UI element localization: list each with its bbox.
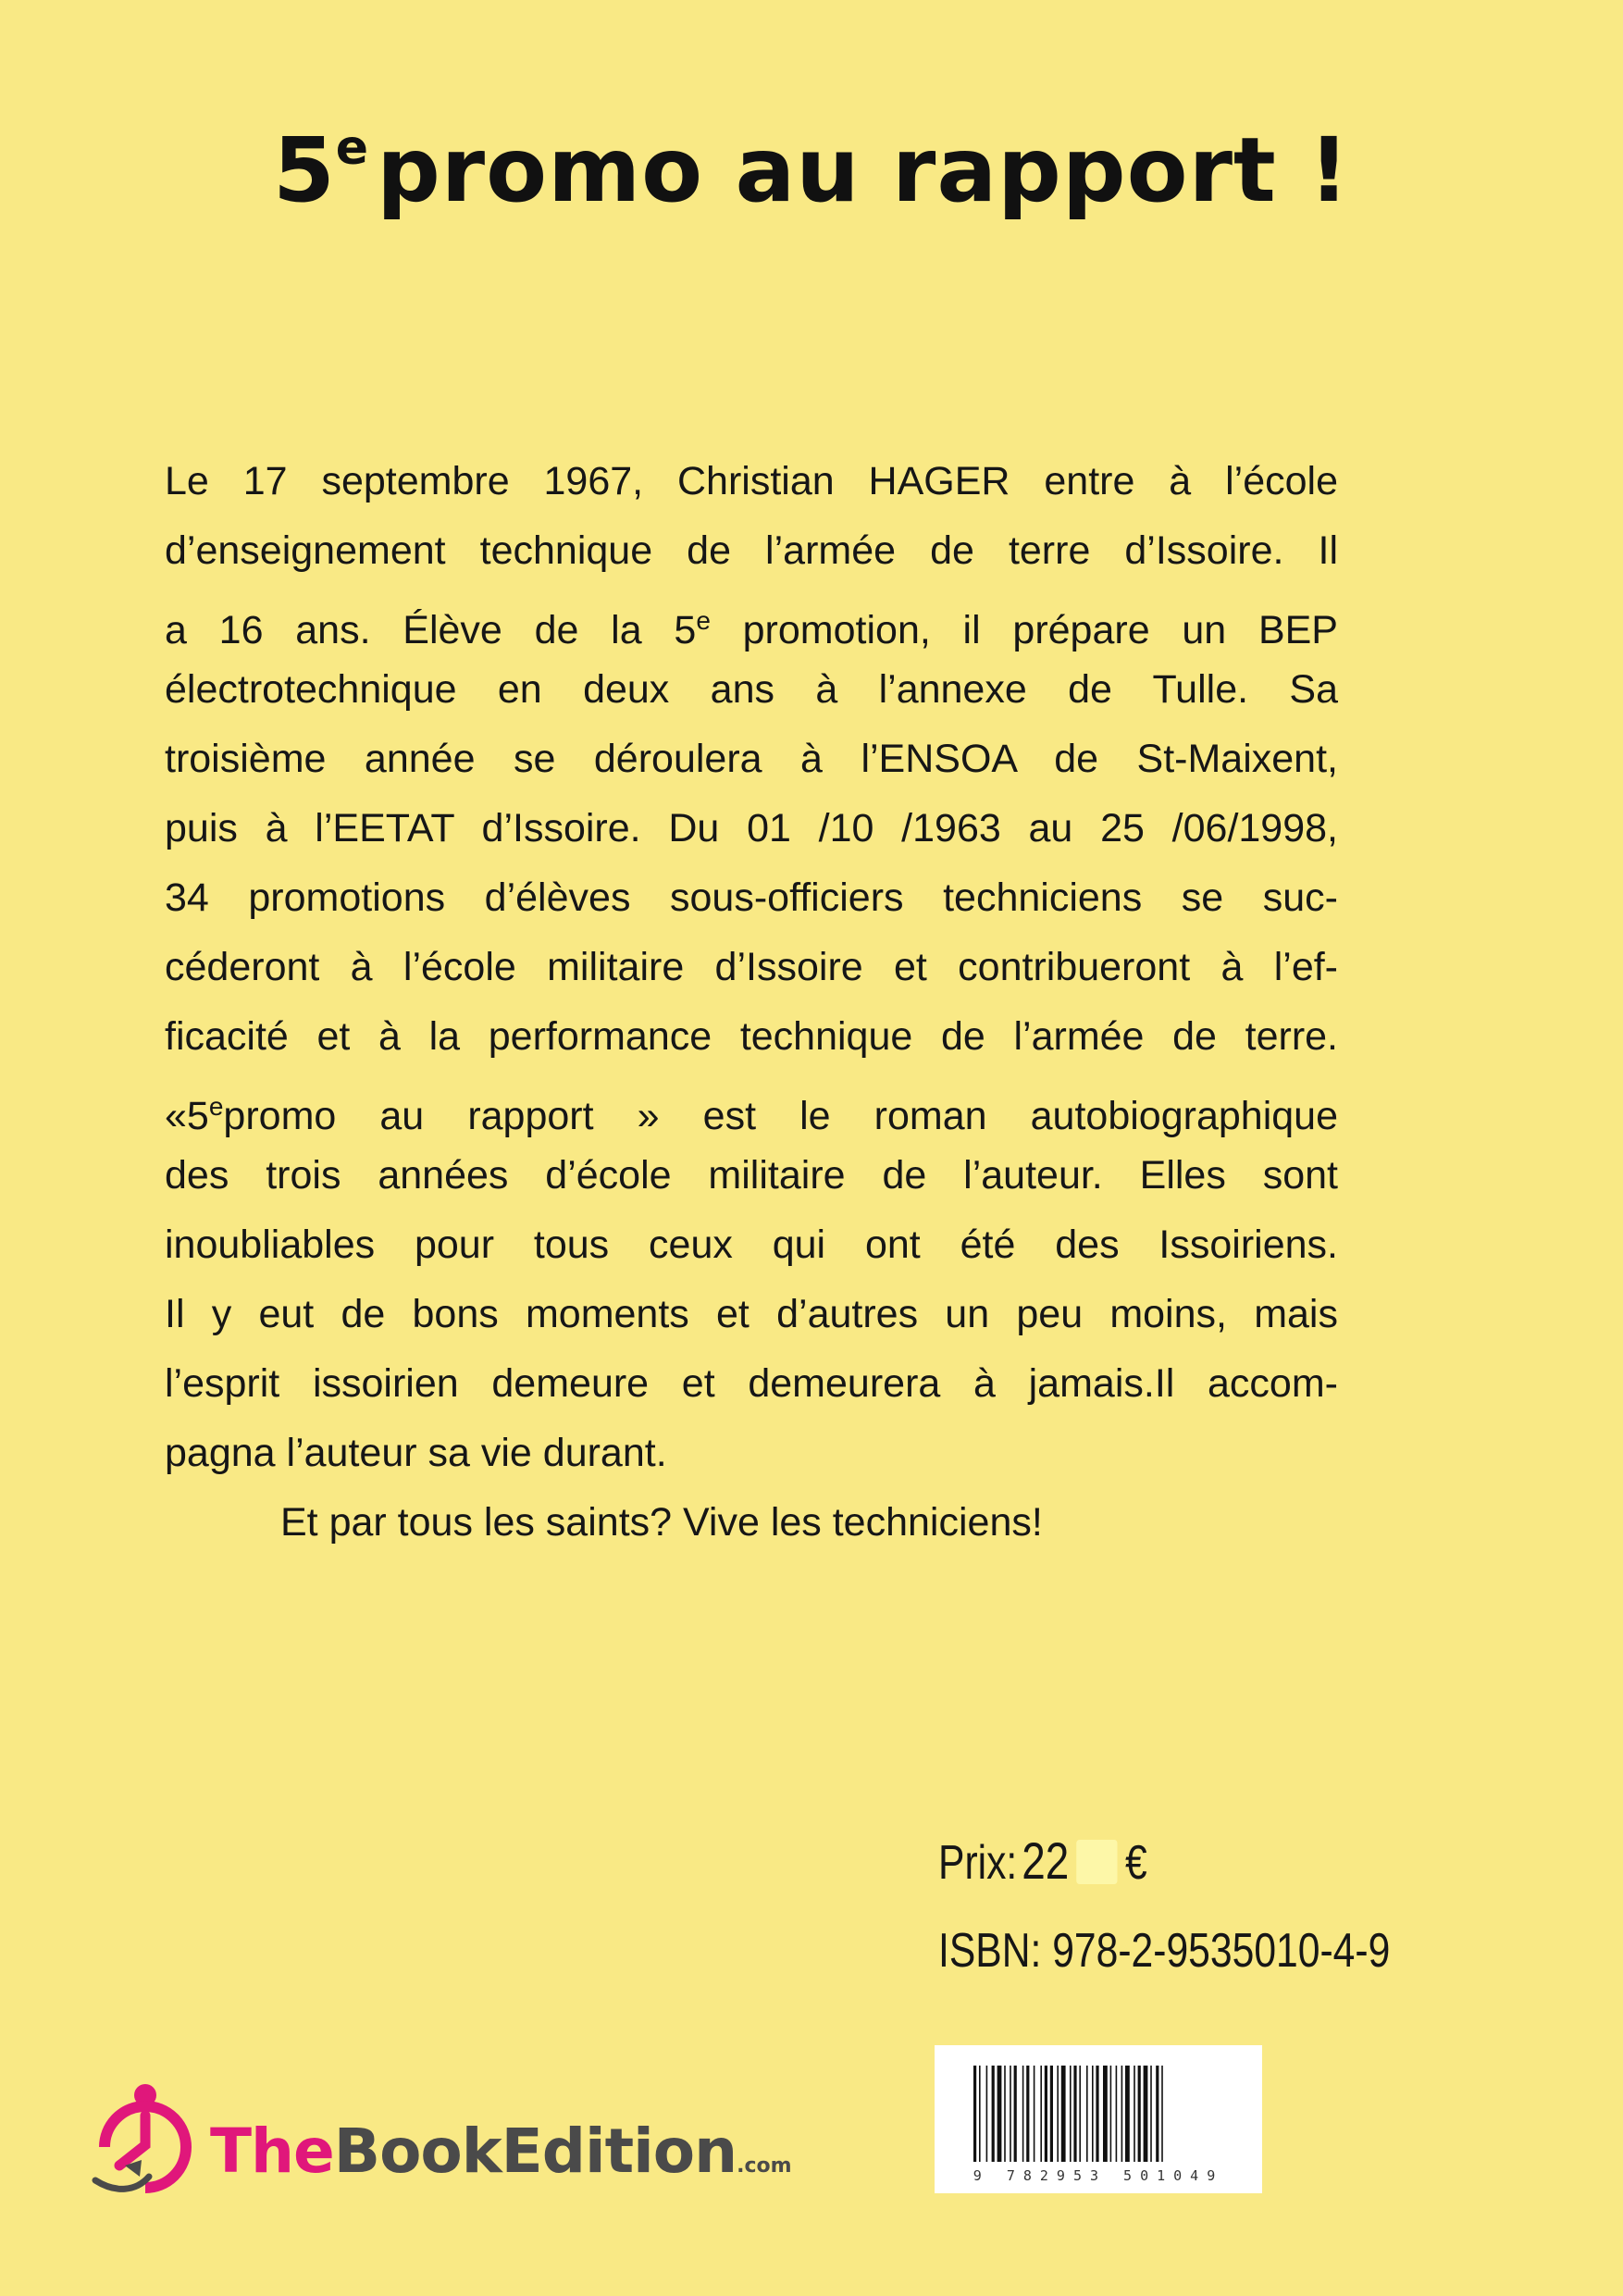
price-amount: 22 <box>1022 1831 1070 1890</box>
barcode <box>935 2045 1262 2193</box>
title-superscript: e <box>335 120 370 176</box>
blurb-line: ficacité et à la performance technique de l’armée de terre. <box>165 1014 1338 1059</box>
blurb-line: d’enseignement technique de l’armée de terre d’Issoire. Il <box>165 528 1338 573</box>
blurb-fragment: «5 <box>165 1094 209 1138</box>
publisher-domain: .com <box>737 2154 792 2178</box>
price-highlight <box>1076 1840 1117 1884</box>
title-number: 5 <box>273 118 336 222</box>
blurb-line: troisième année se déroulera à l’ENSOA de St-Maixent, <box>165 737 1338 781</box>
publisher-person-icon <box>88 2080 208 2210</box>
blurb-line: l’esprit issoirien demeure et demeurera à jamais.Il accom- <box>165 1361 1338 1406</box>
publisher-name-part: The <box>210 2116 334 2187</box>
back-cover-blurb <box>165 447 1338 1558</box>
title-text: promo au rapport ! <box>377 118 1350 222</box>
blurb-superscript: e <box>208 1092 224 1121</box>
blurb-line: des trois années d’école militaire de l’auteur. Elles sont <box>165 1153 1338 1198</box>
blurb-line: 34 promotions d’élèves sous-officiers techniciens se suc- <box>165 875 1338 920</box>
blurb-fragment: promo au rapport » est le roman autobiographique <box>223 1094 1338 1138</box>
blurb-superscript: e <box>696 606 711 635</box>
blurb-line: puis à l’EETAT d’Issoire. Du 01 /10 /1963 au 25 /06/1998, <box>165 806 1338 850</box>
blurb-line <box>165 1072 1338 1141</box>
publisher-name-part: Edition <box>501 2116 737 2187</box>
blurb-line: inoubliables pour tous ceux qui ont été des Issoiriens. <box>165 1222 1338 1267</box>
price-label: Prix: <box>938 1836 1018 1890</box>
blurb-line: pagna l’auteur sa vie durant. <box>165 1431 667 1475</box>
barcode-digits: 9 782953 501049 <box>973 2167 1224 2184</box>
publisher-name-part: Book <box>333 2116 502 2187</box>
blurb-line: Le 17 septembre 1967, Christian HAGER entre à l’école <box>165 459 1338 503</box>
blurb-line: électrotechnique en deux ans à l’annexe de Tulle. Sa <box>165 667 1338 712</box>
blurb-closing-line: Et par tous les saints? Vive les techniciens! <box>280 1500 1043 1545</box>
book-title <box>0 118 1623 222</box>
blurb-fragment: a 16 ans. Élève de la 5 <box>165 608 697 652</box>
price <box>938 1831 1147 1891</box>
blurb-line <box>165 586 1338 655</box>
blurb-line: Il y eut de bons moments et d’autres un peu moins, mais <box>165 1292 1338 1336</box>
isbn: ISBN: 978-2-9535010-4-9 <box>938 1924 1391 1978</box>
barcode-icon <box>972 2066 1225 2166</box>
blurb-fragment: promotion, il prépare un BEP <box>710 608 1338 652</box>
publisher-logo <box>88 2080 828 2210</box>
publisher-name <box>210 2116 792 2187</box>
blurb-line: céderont à l’école militaire d’Issoire et contribueront à l’ef- <box>165 945 1338 989</box>
price-currency: € <box>1124 1836 1147 1890</box>
